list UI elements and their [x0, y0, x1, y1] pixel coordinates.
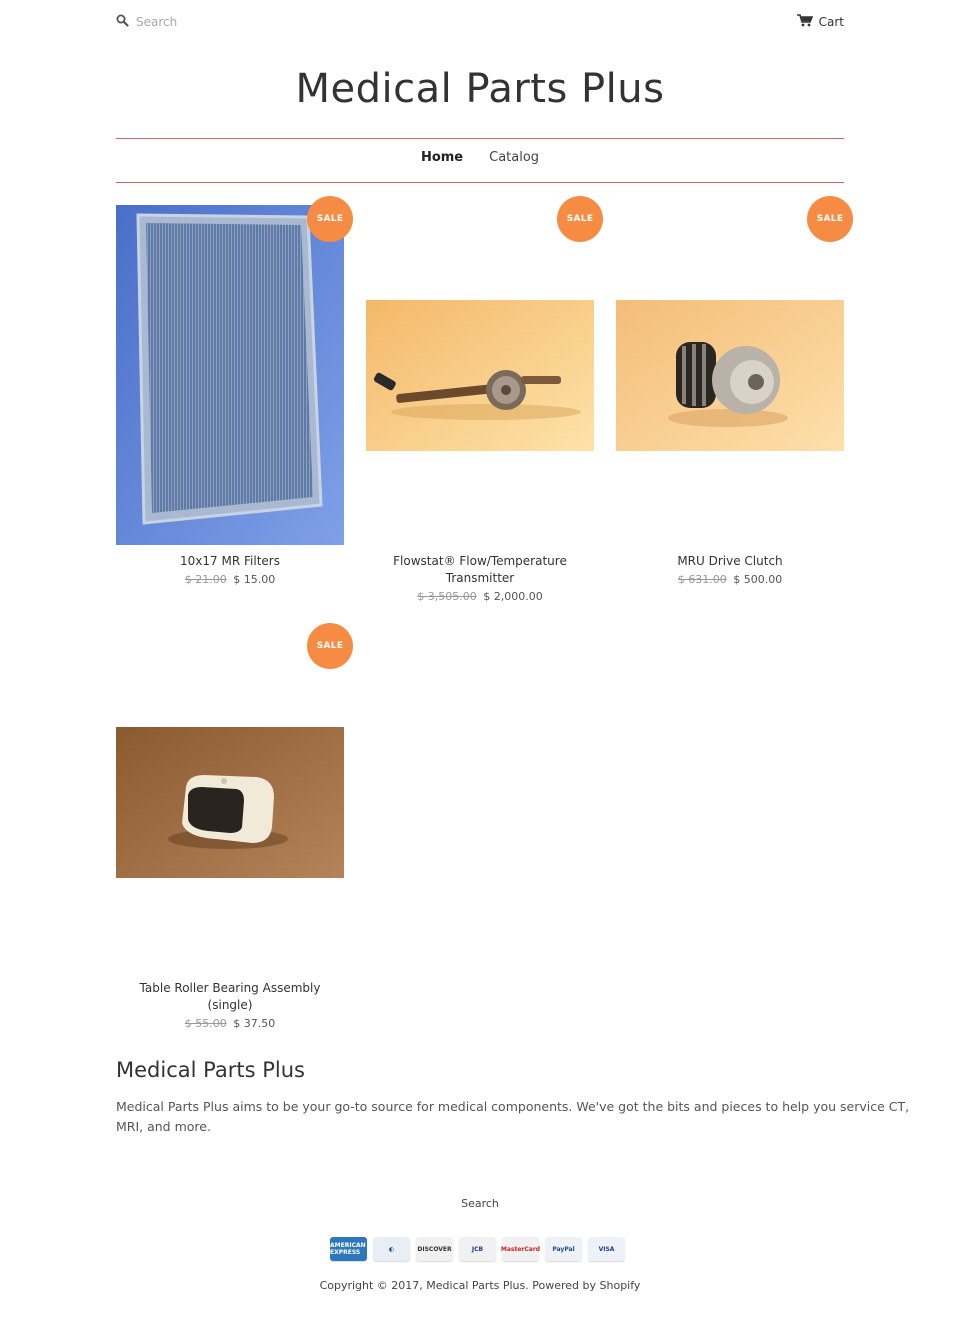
nav-item-home[interactable]: Home — [420, 150, 464, 165]
about-text: Medical Parts Plus aims to be your go-to source for medical components. We've got the bits and pieces to help you service CT, MRI, and more. — [116, 1099, 910, 1134]
compare-at-price: $ 631.00 — [677, 573, 727, 586]
nav-bottom-rule — [116, 182, 844, 183]
product-image-container[interactable] — [116, 205, 344, 545]
product-price — [116, 573, 344, 586]
about-title: Medical Parts Plus — [116, 1058, 305, 1082]
product-card-drive-clutch[interactable] — [616, 205, 844, 586]
product-price — [366, 590, 594, 603]
cart-icon — [797, 14, 813, 30]
diners-club-icon: ◐ — [373, 1237, 410, 1261]
footer-search-link[interactable]: Search — [461, 1197, 499, 1210]
product-image-container[interactable] — [116, 632, 344, 972]
product-image-container[interactable] — [366, 205, 594, 545]
cart-link[interactable] — [797, 14, 844, 30]
product-card-mr-filters[interactable] — [116, 205, 344, 586]
nav-item-catalog[interactable]: Catalog — [489, 150, 540, 165]
sale-price: $ 37.50 — [233, 1017, 276, 1030]
payment-icons — [330, 1237, 625, 1261]
search-icon[interactable] — [116, 12, 129, 31]
search-input[interactable] — [136, 15, 286, 29]
sale-badge: SALE — [807, 196, 853, 242]
site-title[interactable]: Medical Parts Plus — [295, 66, 665, 112]
copyright: Copyright © 2017, Medical Parts Plus. Powered by Shopify — [319, 1279, 641, 1292]
product-image-drive-clutch[interactable] — [616, 300, 844, 451]
product-title[interactable]: MRU Drive Clutch — [677, 554, 783, 568]
product-title[interactable]: Table Roller Bearing Assembly (single) — [139, 981, 321, 1012]
sale-badge: SALE — [307, 623, 353, 669]
product-image-container[interactable] — [616, 205, 844, 545]
product-price — [616, 573, 844, 586]
discover-icon: DISCOVER — [416, 1237, 453, 1261]
search-form[interactable] — [116, 12, 286, 31]
product-image-flow-transmitter[interactable] — [366, 300, 594, 451]
sale-price: $ 500.00 — [733, 573, 783, 586]
compare-at-price: $ 55.00 — [184, 1017, 227, 1030]
cart-label: Cart — [818, 15, 844, 29]
product-price — [116, 1017, 344, 1030]
sale-badge: SALE — [307, 196, 353, 242]
product-image-roller-bearing[interactable] — [116, 727, 344, 878]
american-express-icon: AMERICAN EXPRESS — [330, 1237, 367, 1261]
sale-price: $ 2,000.00 — [483, 590, 543, 603]
product-image-filter-panel[interactable] — [116, 205, 344, 545]
compare-at-price: $ 3,505.00 — [417, 590, 477, 603]
product-title[interactable]: Flowstat® Flow/Temperature Transmitter — [393, 554, 567, 585]
product-title[interactable]: 10x17 MR Filters — [180, 554, 280, 568]
mastercard-icon: MasterCard — [502, 1237, 539, 1261]
product-card-flow-transmitter[interactable] — [366, 205, 594, 603]
nav-top-rule — [116, 138, 844, 139]
sale-badge: SALE — [557, 196, 603, 242]
sale-price: $ 15.00 — [233, 573, 276, 586]
main-nav — [116, 150, 844, 172]
jcb-icon: JCB — [459, 1237, 496, 1261]
visa-icon: VISA — [588, 1237, 625, 1261]
top-bar — [116, 12, 844, 36]
product-card-roller-bearing[interactable] — [116, 632, 344, 1030]
compare-at-price: $ 21.00 — [184, 573, 227, 586]
paypal-icon: PayPal — [545, 1237, 582, 1261]
